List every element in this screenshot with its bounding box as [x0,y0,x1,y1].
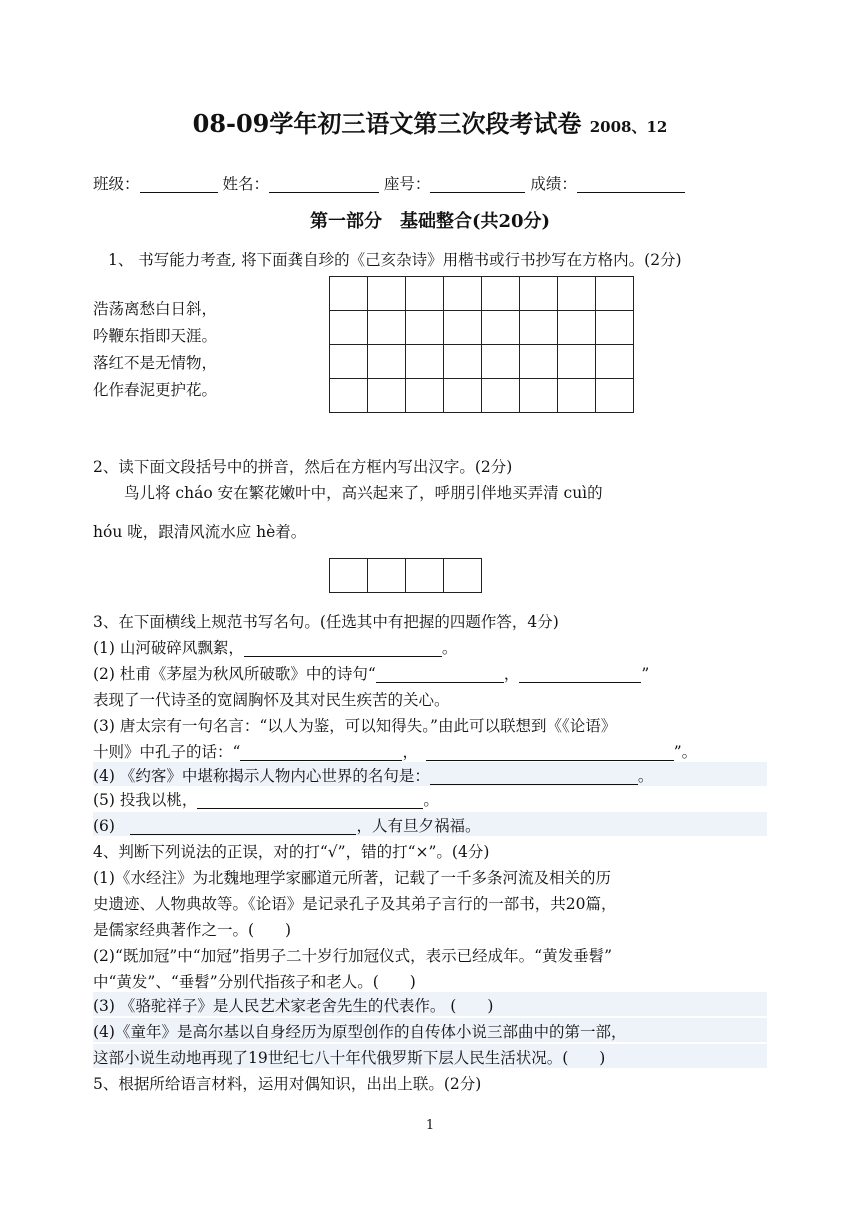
poem-line: 落红不是无情物， [93,354,218,372]
section-heading: 第一部分 基础整合(共20分) [309,211,551,232]
q3-item-1: (1) 山河破碎风飘絮， 。 [93,639,458,657]
answer-blank[interactable] [244,638,442,657]
score-label: 成绩： [530,175,577,193]
q3-item-2: (2) 杜甫《茅屋为秋风所破歌》中的诗句“ ， ” [93,665,650,683]
q4-item-2: (2)“既加冠”中“加冠”指男子二十岁行加冠仪式，表示已经成年。“黄发垂髫” [93,947,613,965]
exam-title [0,104,860,139]
q1-prompt: 1、 书写能力考查, 将下面龚自珍的《己亥杂诗》用楷书或行书抄写在方格内。(2分) [108,251,682,269]
q3-item-2-cont: 表现了一代诗圣的宽阔胸怀及其对民生疾苦的关心。 [93,691,450,709]
q3-item-5: (5) 投我以桃， 。 [93,791,439,809]
q4-item-1-cont: 史遗迹、人物典故等。《论语》是记录孔子及其弟子言行的一部书，共20篇， [93,895,617,913]
poem-line: 吟鞭东指即天涯。 [93,327,218,345]
q3-prompt: 3、在下面横线上规范书写名句。(任选其中有把握的四题作答，4分) [93,613,559,631]
q4-item-4: (4)《童年》是高尔基以自身经历为原型创作的自传体小说三部曲中的第一部， [93,1018,767,1042]
name-label: 姓名： [222,175,269,193]
q2-passage-line-2: hóu 咙，跟清风流水应 hè着。 [93,523,307,541]
class-blank[interactable] [140,174,218,193]
writing-grid[interactable] [329,276,634,413]
poem-block [93,296,217,404]
q4-item-1: (1)《水经注》为北魏地理学家郦道元所著，记载了一千多条河流及相关的历 [93,869,611,887]
q3-item-3: (3) 唐太宗有一句名言：“以人为鉴，可以知得失。”由此可以联想到《《论语》 [93,717,617,735]
q4-item-1-cont: 是儒家经典著作之一。( ) [93,921,292,939]
answer-blank[interactable] [130,816,356,835]
q4-item-3: (3) 《骆驼祥子》是人民艺术家老舍先生的代表作。 ( ) [93,992,767,1016]
poem-line: 化作春泥更护花。 [93,381,218,399]
q4-item-2-cont: 中“黄发”、“垂髫”分别代指孩子和老人。( ) [93,973,416,991]
q4-item-4-cont: 这部小说生动地再现了19世纪七八十年代俄罗斯下层人民生活状况。( ) [93,1044,767,1068]
q3-item-6: (6) ，人有旦夕祸福。 [93,812,767,836]
answer-blank[interactable] [430,766,638,785]
q5-prompt: 5、根据所给语言材料，运用对偶知识，出出上联。(2分) [93,1075,482,1093]
answer-blank[interactable] [519,664,641,683]
exam-date: 2008、12 [589,118,668,136]
q3-item-4: (4) 《约客》中堪称揭示人物内心世界的名句是： 。 [93,762,767,786]
page-number: 1 [425,1118,435,1133]
answer-blank[interactable] [240,742,402,761]
answer-blank[interactable] [376,664,504,683]
seat-label: 座号： [383,175,431,193]
seat-blank[interactable] [430,174,525,193]
name-blank[interactable] [269,174,379,193]
q2-passage-line-1: 鸟儿将 cháo 安在繁花嫩叶中，高兴起来了，呼朋引伴地买弄清 cuì的 [124,484,603,502]
class-label: 班级： [93,175,140,193]
poem-line: 浩荡离愁白日斜， [93,300,218,318]
student-info-row [93,172,685,194]
answer-blank[interactable] [197,790,423,809]
q4-prompt: 4、判断下列说法的正误，对的打“√”，错的打“×”。(4分) [93,843,490,861]
exam-title-main: 08-09学年初三语文第三次段考试卷 [192,109,582,138]
q3-item-3-cont: 十则》中孔子的话：“ ， ”。 [93,743,698,761]
score-blank[interactable] [577,174,685,193]
answer-box-grid[interactable] [329,558,482,593]
q2-prompt: 2、读下面文段括号中的拼音，然后在方框内写出汉字。(2分) [93,458,513,476]
answer-blank[interactable] [426,742,674,761]
